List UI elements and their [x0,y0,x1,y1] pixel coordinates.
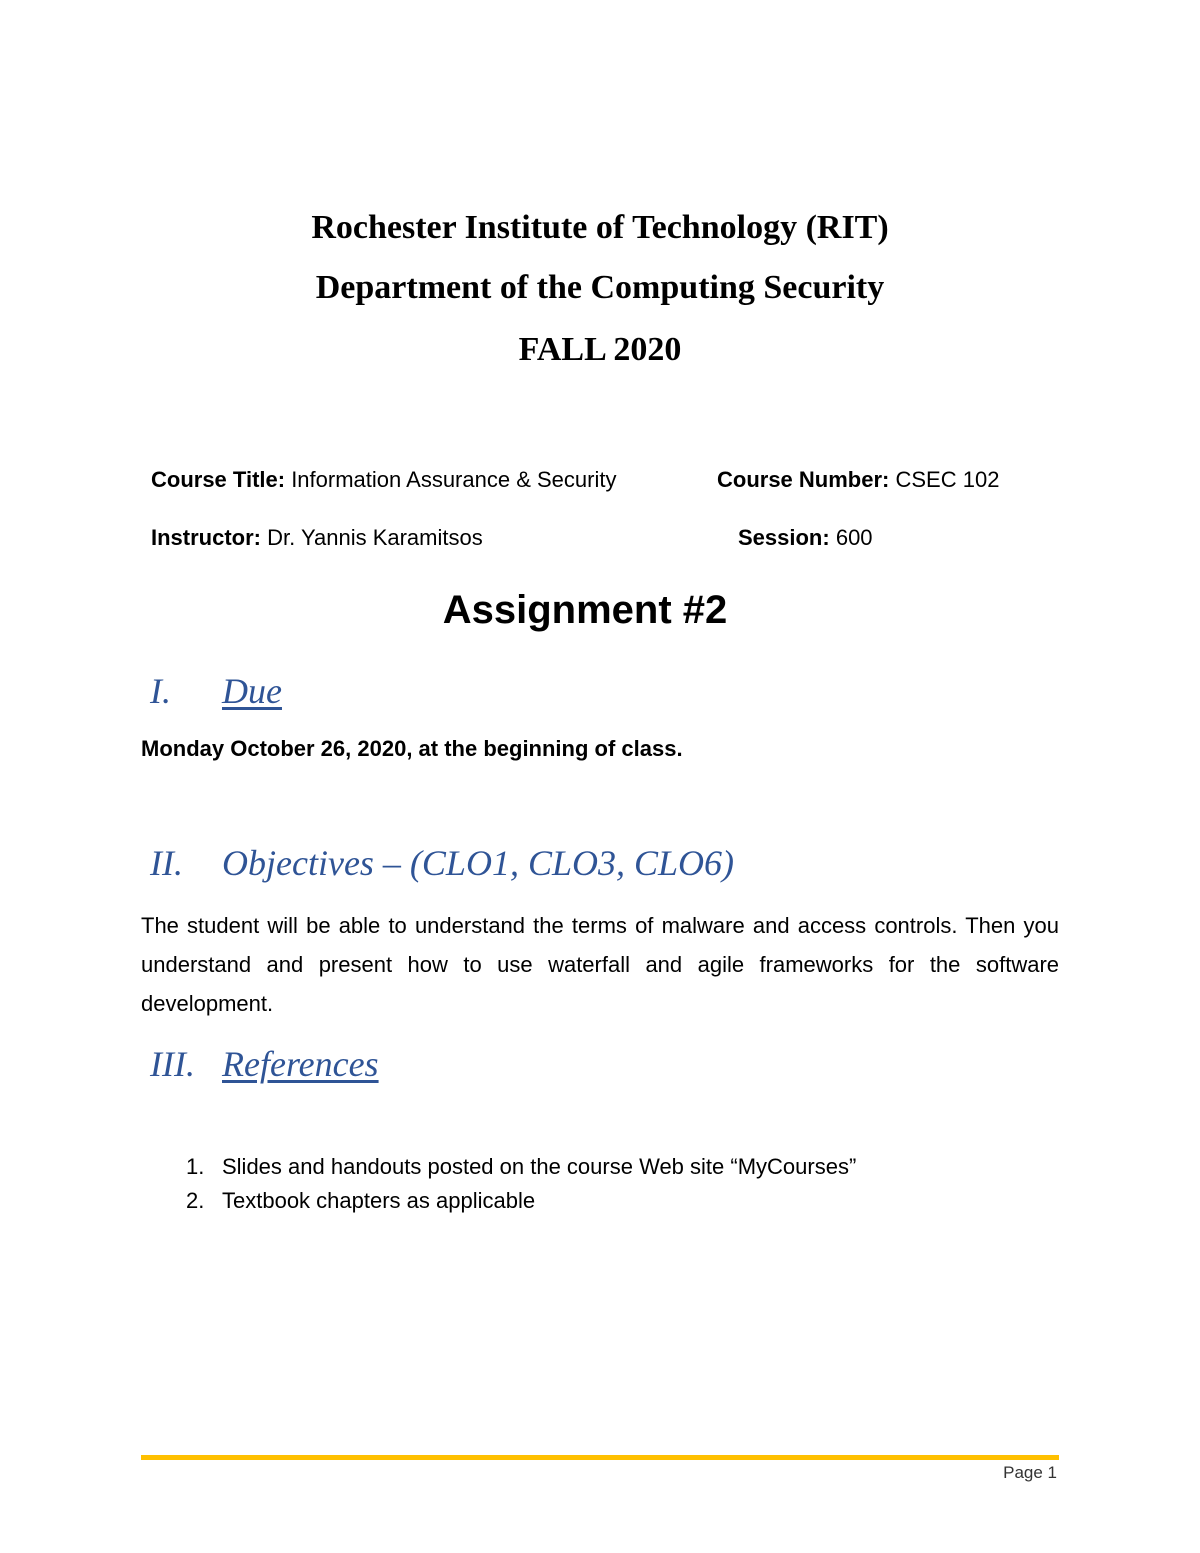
list-item [186,1150,856,1184]
due-numeral: I. [150,671,171,711]
page-number: Page 1 [1003,1463,1057,1482]
references-list [186,1150,856,1218]
list-item-text: Textbook chapters as applicable [222,1188,536,1213]
list-item-index: 2. [186,1188,205,1213]
due-heading-text: Due [222,671,282,711]
references-heading [150,1043,379,1085]
references-heading-text: References [222,1044,379,1084]
course-number-row [717,466,999,494]
list-item-index: 1. [186,1154,205,1179]
course-title-value: Information Assurance & Security [291,467,617,492]
assignment-title: Assignment #2 [442,588,728,632]
course-title-label: Course Title: [151,467,286,492]
term-title: FALL 2020 [518,331,682,368]
footer-rule [141,1455,1059,1460]
instructor-row [151,524,483,552]
instructor-value: Dr. Yannis Karamitsos [267,525,483,550]
course-number-value: CSEC 102 [895,467,1000,492]
objectives-heading-text: Objectives – (CLO1, CLO3, CLO6) [222,843,734,883]
session-label: Session: [738,525,830,550]
due-heading [150,670,282,712]
list-item [186,1184,856,1218]
objectives-heading [150,842,734,884]
list-item-text: Slides and handouts posted on the course Web site “MyCourses” [222,1154,857,1179]
objectives-paragraph: The student will be able to understand the terms of malware and access controls. Then you understand and present how to use waterfall and agile frameworks for the software development. [141,913,1059,1016]
course-number-label: Course Number: [717,467,890,492]
references-numeral: III. [150,1044,195,1084]
course-title-row [151,466,616,494]
objectives-numeral: II. [150,843,183,883]
due-date-text: Monday October 26, 2020, at the beginning of class. [141,736,683,761]
institution-title: Rochester Institute of Technology (RIT) [311,209,889,246]
department-title: Department of the Computing Security [315,269,885,306]
session-row [738,524,873,552]
session-value: 600 [835,525,873,550]
instructor-label: Instructor: [151,525,261,550]
